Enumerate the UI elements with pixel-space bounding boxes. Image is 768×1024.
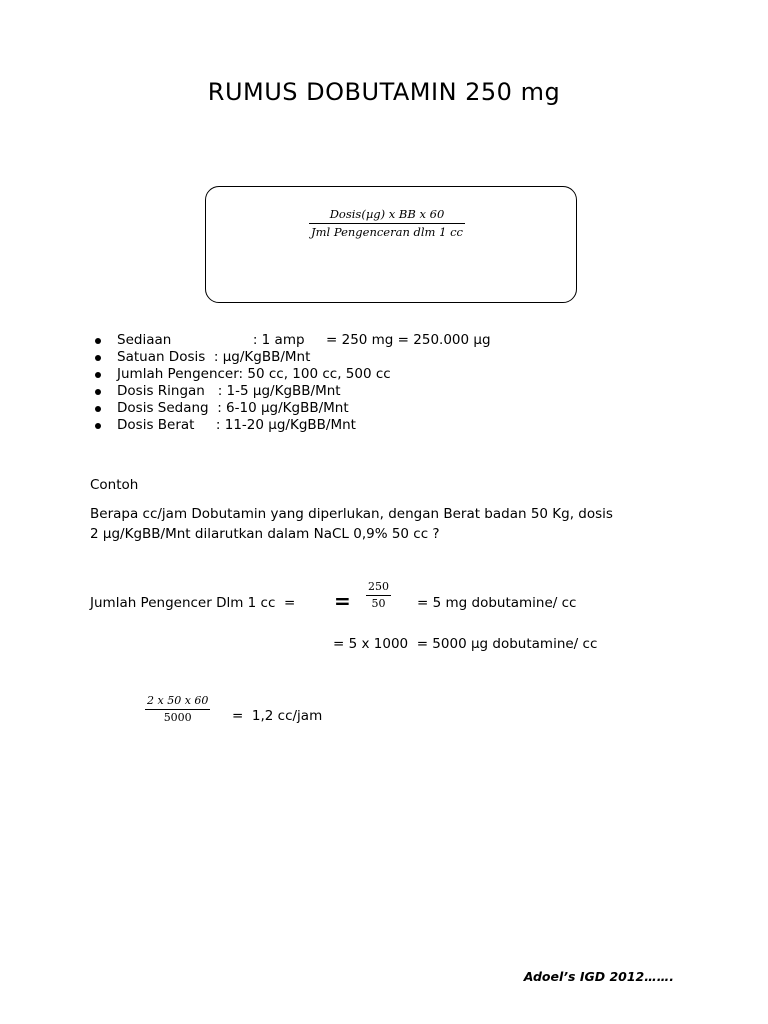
calc1-label: Jumlah Pengencer Dlm 1 cc =	[90, 595, 296, 611]
list-item: Satuan Dosis : µg/KgBB/Mnt	[90, 349, 491, 366]
list-item: Jumlah Pengencer: 50 cc, 100 cc, 500 cc	[90, 366, 491, 383]
question-line: Berapa cc/jam Dobutamin yang diperlukan, dengan Berat badan 50 Kg, dosis	[90, 506, 613, 522]
calc1-fraction	[366, 580, 391, 610]
list-item: Dosis Sedang : 6-10 µg/KgBB/Mnt	[90, 400, 491, 417]
calc1-result: = 5 mg dobutamine/ cc	[417, 595, 577, 611]
calc1-numerator: 250	[368, 580, 389, 593]
calc1-equals-sign: =	[334, 589, 351, 613]
calc2-result: = 5 x 1000 = 5000 µg dobutamine/ cc	[333, 636, 598, 652]
list-item: Sediaan : 1 amp = 250 mg = 250.000 µg	[90, 332, 491, 349]
fraction-bar	[309, 223, 465, 224]
page-title: RUMUS DOBUTAMIN 250 mg	[207, 78, 561, 106]
calc3-numerator: 2 x 50 x 60	[147, 694, 209, 707]
calc1-denominator: 50	[371, 597, 386, 610]
example-heading: Contoh	[90, 477, 139, 493]
formula-denominator: Jml Pengenceran dlm 1 cc	[311, 225, 463, 239]
list-item: Dosis Ringan : 1-5 µg/KgBB/Mnt	[90, 383, 491, 400]
parameter-list	[90, 332, 491, 434]
fraction-bar	[145, 709, 210, 710]
calc3-fraction	[145, 694, 210, 724]
calc3-result: = 1,2 cc/jam	[232, 708, 323, 724]
formula-numerator: Dosis(µg) x BB x 60	[329, 207, 445, 221]
calc3-denominator: 5000	[163, 711, 192, 724]
footer-signature: Adoel’s IGD 2012…….	[523, 969, 674, 984]
dose-formula-fraction	[309, 207, 465, 239]
fraction-bar	[366, 595, 391, 596]
question-line: 2 µg/KgBB/Mnt dilarutkan dalam NaCL 0,9% 50 cc ?	[90, 526, 440, 542]
formula-box	[205, 186, 577, 303]
example-question	[90, 504, 690, 544]
list-item: Dosis Berat : 11-20 µg/KgBB/Mnt	[90, 417, 491, 434]
